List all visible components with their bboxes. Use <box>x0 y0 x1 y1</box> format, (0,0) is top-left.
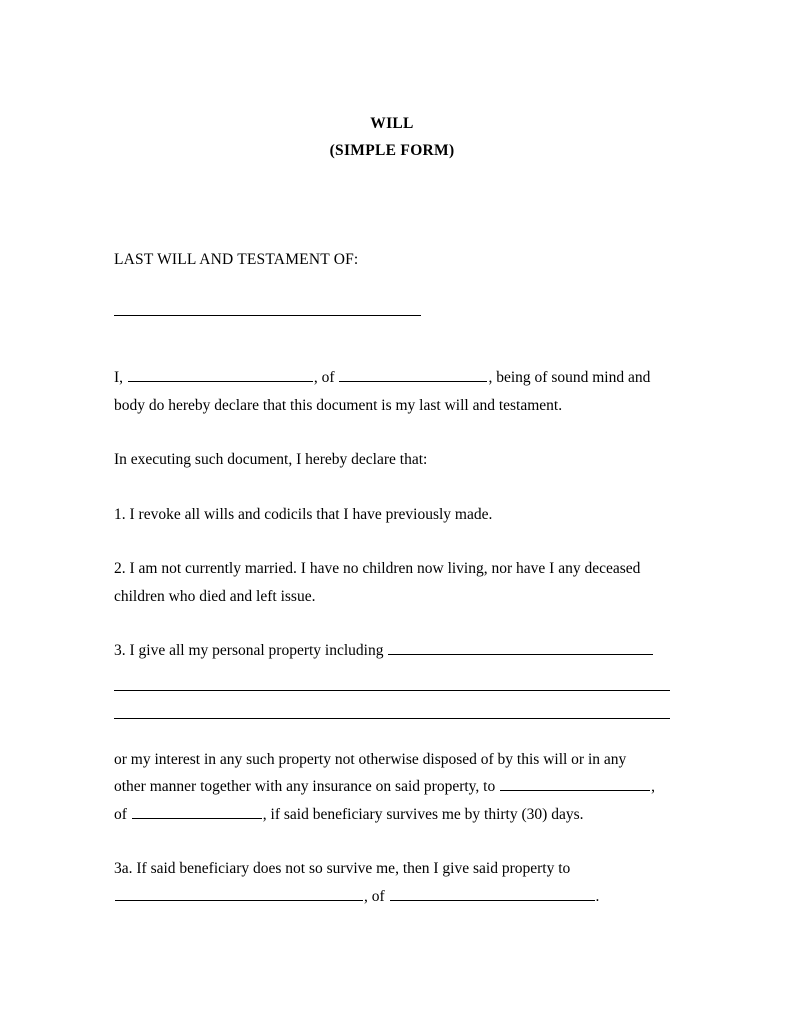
clause-2-line1: 2. I am not currently married. I have no children now living, nor have I any deceased <box>114 560 641 577</box>
document-title: WILL <box>370 115 414 132</box>
identification-line2: body do hereby declare that this document is my last will and testament. <box>114 396 563 414</box>
identification-text-2: , of <box>313 369 339 386</box>
executing-clause: In executing such document, I hereby declare that: <box>114 451 428 468</box>
testator-address-blank[interactable] <box>339 367 487 382</box>
alternate-beneficiary-name-blank[interactable] <box>115 886 363 901</box>
clause-3a-line2-period: . <box>595 887 600 905</box>
clause-3-cont-line2-comma: , <box>651 778 655 795</box>
personal-property-blank-2[interactable] <box>114 689 670 691</box>
beneficiary-name-blank[interactable] <box>500 776 650 791</box>
identification-paragraph <box>114 364 670 419</box>
personal-property-blank-3[interactable] <box>114 717 670 719</box>
clause-3-cont-line1: or my interest in any such property not otherwise disposed of by this will or in any <box>114 750 627 768</box>
beneficiary-address-blank[interactable] <box>132 804 262 819</box>
identification-text-1: I, <box>114 369 127 386</box>
clause-3a-line2-text: , of <box>364 887 389 905</box>
clause-3-cont-line3-text-1: of <box>114 805 131 823</box>
clause-3-cont-line3-text-2: , if said beneficiary survives me by thirty (30) days. <box>262 805 584 823</box>
testator-name-inline-blank[interactable] <box>128 367 313 382</box>
clause-3-cont-line2-text: other manner together with any insurance on said property, to <box>114 778 500 795</box>
clause-3a-line2 <box>114 883 670 911</box>
clause-2 <box>114 555 670 610</box>
personal-property-blank-1[interactable] <box>388 640 653 655</box>
document-title-block <box>114 110 670 164</box>
clause-3-continued <box>114 746 670 829</box>
clause-3a-line1: 3a. If said beneficiary does not so survive me, then I give said property to <box>114 860 571 877</box>
clause-3-intro: 3. I give all my personal property including <box>114 642 388 659</box>
clause-3a <box>114 855 670 910</box>
clause-1: 1. I revoke all wills and codicils that I have previously made. <box>114 505 493 523</box>
clause-2-line2: children who died and left issue. <box>114 587 316 605</box>
identification-text-3: , being of sound mind and <box>488 369 651 386</box>
testator-name-blank[interactable] <box>114 314 421 316</box>
clause-3-cont-line3 <box>114 801 670 829</box>
clause-3-cont-line2 <box>114 773 670 801</box>
document-subtitle: (SIMPLE FORM) <box>329 142 455 159</box>
document-body <box>114 110 670 910</box>
alternate-beneficiary-address-blank[interactable] <box>390 886 595 901</box>
clause-3 <box>114 637 670 719</box>
last-will-heading: LAST WILL AND TESTAMENT OF: <box>114 251 359 268</box>
